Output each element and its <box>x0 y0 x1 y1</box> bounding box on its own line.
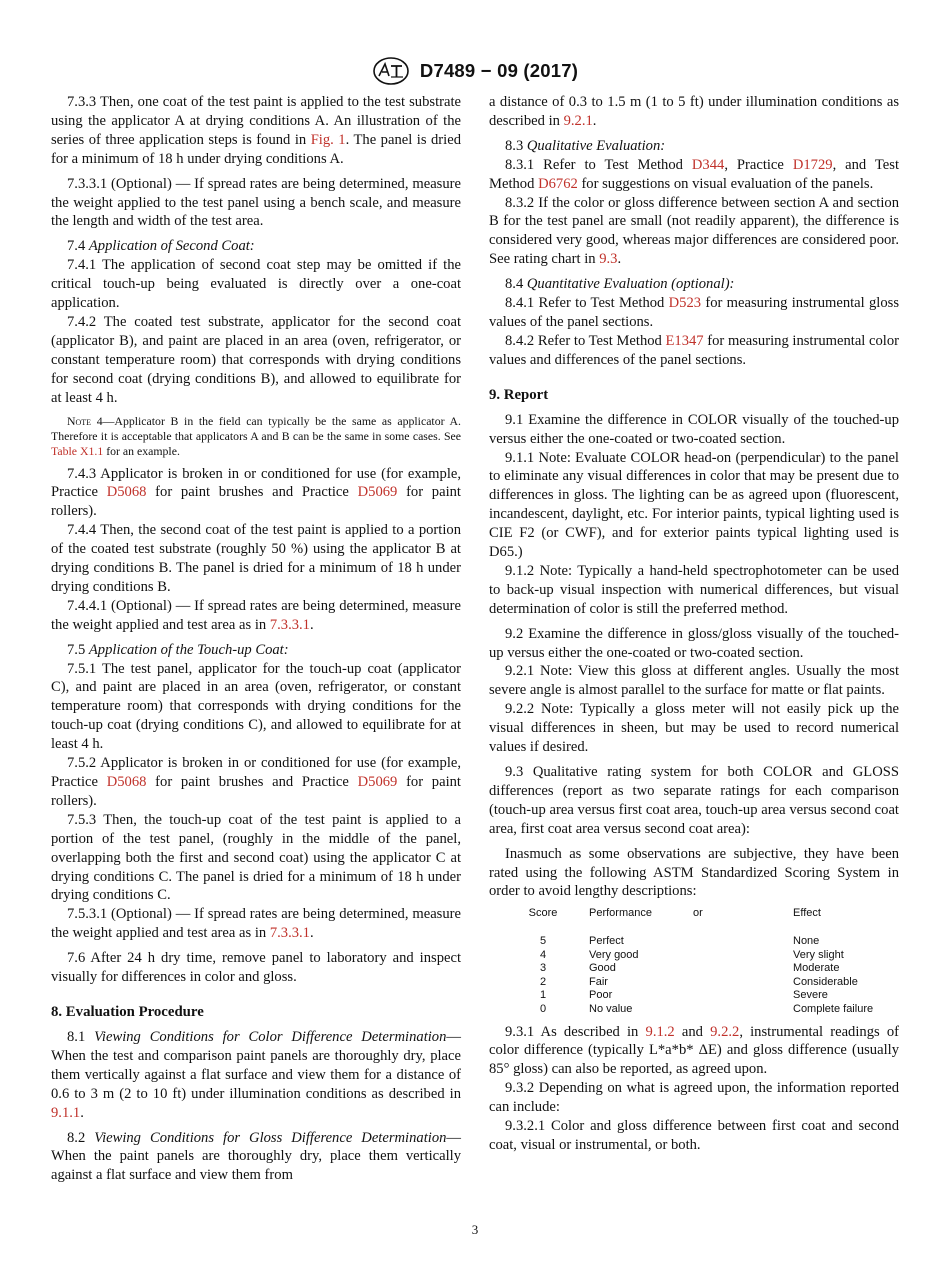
para-7-4: 7.4 Application of Second Coat: <box>67 238 255 255</box>
page-number: 3 <box>471 1222 479 1237</box>
link-9-1-2[interactable]: 9.1.2 <box>645 1023 675 1040</box>
para-7-5-3-1: 7.5.3.1 (Optional) — If spread rates are being determined, measure the weight applied and test area as in 7.3.3.1. <box>51 906 461 942</box>
astm-logo-icon <box>372 56 410 86</box>
para-9-3-inasmuch: Inasmuch as some observations are subjective, they have been rated using the following ASTM Standardized Scoring System in order to avoid lengthy descriptions: <box>489 845 899 900</box>
section-heading-9: 9. Report <box>489 386 549 403</box>
link-d5069[interactable]: D5069 <box>357 774 398 790</box>
link-7-3-3-1[interactable]: 7.3.3.1 <box>269 616 310 633</box>
table-row: 5 Perfect None <box>539 934 820 947</box>
header-or: or <box>693 907 703 920</box>
table-row: 4 Very good Very slight <box>539 948 844 961</box>
para-9-3-1: 9.3.1 As described in 9.1.2 and 9.2.2, instrumental readings of color difference (typically L*a*b* ΔE) and gloss difference (usually 85° gloss) can also be reported, as agreed upon. <box>489 1023 899 1078</box>
para-9-2: 9.2 Examine the difference in gloss/gloss visually of the touched-up versus either the one-coated or two-coated section. <box>489 625 899 661</box>
table-row: 3 Good Moderate <box>539 962 840 975</box>
para-9-1-2: 9.1.2 Note: Typically a hand-held spectrophotometer can be used to back-up visual inspection with numerical differences, but visual determination of color is still the preferred method. <box>489 562 899 617</box>
para-8-3-2: 8.3.2 If the color or gloss difference between section A and section B for the test panel are small (not readily apparent), the difference is considered very good, whereas major differences are considered poor. See rating chart in 9.3. <box>489 194 899 268</box>
para-9-3-2-1: 9.3.2.1 Color and gloss difference between first coat and second coat, visual or instrumental, or both. <box>489 1118 899 1153</box>
link-d1729[interactable]: D1729 <box>792 156 833 173</box>
para-7-6: 7.6 After 24 h dry time, remove panel to laboratory and inspect visually for differences in color and gloss. <box>51 950 461 986</box>
link-e1347[interactable]: E1347 <box>665 332 704 349</box>
para-8-2: 8.2 Viewing Conditions for Gloss Difference Determination—When the paint panels are thoroughly dry, place them vertically against a flat surface and view them from <box>51 1129 462 1184</box>
para-7-5: 7.5 Application of the Touch-up Coat: <box>67 641 289 658</box>
para-7-4-3: 7.4.3 Applicator is broken in or conditioned for use (for example, Practice D5068 for paint brushes and Practice D5069 for paint rollers). <box>51 465 461 520</box>
link-9-3[interactable]: 9.3 <box>599 251 618 268</box>
link-fig-1[interactable]: Fig. 1 <box>310 131 346 148</box>
link-d6762[interactable]: D6762 <box>538 175 578 192</box>
header-score: Score <box>528 907 558 920</box>
para-7-3-3-1: 7.3.3.1 (Optional) — If spread rates are being determined, measure the weight applied to the test panel using a bench scale, and measure the length and width of the test area. <box>51 175 461 230</box>
para-7-4-2: 7.4.2 The coated test substrate, applicator for the second coat (applicator B), and paint are placed in an area (oven, refrigerator, or constant temperature room) that corresponds with drying conditions for second coat (drying conditions B), and allowed to equilibrate for at least 4 h. <box>51 313 461 406</box>
para-9-2-1: 9.2.1 Note: View this gloss at different angles. Usually the most severe angle is almost parallel to the surface for matte or flat paints. <box>489 663 899 699</box>
para-7-5-1: 7.5.1 The test panel, applicator for the touch-up coat (applicator C), and paint are placed in an area (oven, refrigerator, or constant temperature room) that corresponds with drying conditions for the touch-up coat (drying conditions C), and allowed to equilibrate for at least 4 h. <box>51 660 461 753</box>
para-8-3: 8.3 Qualitative Evaluation: <box>505 137 666 154</box>
link-9-2-1[interactable]: 9.2.1 <box>563 112 593 129</box>
link-d5069[interactable]: D5069 <box>357 484 398 501</box>
link-d344[interactable]: D344 <box>691 156 725 173</box>
header-effect: Effect <box>793 907 821 920</box>
page-header <box>0 56 950 86</box>
para-9-1: 9.1 Examine the difference in COLOR visually of the touched-up versus either the one-coated or two-coated section. <box>489 411 899 447</box>
scoring-table-header <box>515 907 885 935</box>
para-8-3-1: 8.3.1 Refer to Test Method D344, Practice D1729, and Test Method D6762 for suggestions on visual evaluation of the panels. <box>489 156 899 192</box>
para-8-4-1: 8.4.1 Refer to Test Method D523 for measuring instrumental gloss values of the panel sections. <box>489 295 899 330</box>
document-designation: D7489 − 09 (2017) <box>419 60 579 81</box>
right-column <box>489 93 899 1155</box>
table-row: 0 No value Complete failure <box>539 1002 874 1015</box>
header-performance: Performance <box>589 907 652 920</box>
para-7-3-3: 7.3.3 Then, one coat of the test paint is applied to the test substrate using the applicator A at drying conditions A. An illustration of the series of three application steps is found in Fig. 1. The panel is dried for a minimum of 18 h under drying conditions A. <box>51 94 461 167</box>
link-d523[interactable]: D523 <box>668 295 702 312</box>
link-table-x1-1[interactable]: Table X1.1 <box>51 443 104 458</box>
para-7-4-4-1: 7.4.4.1 (Optional) — If spread rates are being determined, measure the weight applied and test area as in 7.3.3.1. <box>51 597 461 633</box>
para-8-1: 8.1 Viewing Conditions for Color Difference Determination—When the test and comparison paint panels are thoroughly dry, place them vertically against a flat surface and view them for a distance of 0.6 to 3 m (2 to 10 ft) under illumination conditions as described in 9.1.1. <box>51 1028 461 1121</box>
para-7-5-3: 7.5.3 Then, the touch-up coat of the test paint is applied to a portion of the test panel, (roughly in the middle of the panel, overlapping both the first and second coat) using the applicator C at drying conditions C. The panel is dried for a minimum of 18 h under drying conditions C. <box>51 811 461 904</box>
scoring-table <box>515 907 885 1016</box>
para-7-5-2: 7.5.2 Applicator is broken in or conditioned for use (for example, Practice D5068 for paint brushes and Practice D5069 for paint rollers). <box>51 755 461 809</box>
para-7-4-1: 7.4.1 The application of second coat step may be omitted if the critical touch-up being evaluated is directly over a one-coat application. <box>51 257 461 312</box>
link-9-1-1[interactable]: 9.1.1 <box>51 1104 81 1121</box>
link-d5068[interactable]: D5068 <box>106 484 147 501</box>
para-7-4-4: 7.4.4 Then, the second coat of the test paint is applied to a portion of the coated test substrate (roughly 50 %) using the applicator B at drying conditions B. The panel is dried for a minimum of 18 h under drying conditions B. <box>51 522 461 595</box>
para-8-2-continued: a distance of 0.3 to 1.5 m (1 to 5 ft) under illumination conditions as described in 9.2.1. <box>489 94 899 129</box>
link-7-3-3-1[interactable]: 7.3.3.1 <box>269 925 310 942</box>
section-heading-8: 8. Evaluation Procedure <box>51 1003 204 1020</box>
para-9-3-2: 9.3.2 Depending on what is agreed upon, the information reported can include: <box>489 1080 899 1116</box>
para-8-4-2: 8.4.2 Refer to Test Method E1347 for measuring instrumental color values and differences of the panel sections. <box>489 332 899 368</box>
para-8-4: 8.4 Quantitative Evaluation (optional): <box>505 276 735 293</box>
link-9-2-2[interactable]: 9.2.2 <box>710 1023 740 1040</box>
para-9-1-1: 9.1.1 Note: Evaluate COLOR head-on (perpendicular) to the panel to eliminate any visual differences in color that may be present due to differences in gloss. The lighting can be as agreed upon (fluorescent, incandescent, daylight, etc. For interior paints, typical lighting used is CIE F2 (or CWF), and for exterior paints typical lighting used is D65.) <box>489 449 899 561</box>
left-column <box>51 93 461 1191</box>
table-row: 1 Poor Severe <box>539 989 828 1002</box>
para-9-3: 9.3 Qualitative rating system for both COLOR and GLOSS differences (report as two separate ratings for each comparison (touch-up area versus first coat area, touch-up area versus second coat area, first coat area versus second coat area): <box>489 764 899 837</box>
note-4: Note 4—Applicator B in the field can typically be the same as applicator A. Therefore it is acceptable that applicators A and B can be the same in some cases. See Table X1.1 for an example. <box>51 413 462 458</box>
link-d5068[interactable]: D5068 <box>106 774 147 790</box>
para-9-2-2: 9.2.2 Note: Typically a gloss meter will not easily pick up the visual differences in sheen, but may be used to record numerical values if desired. <box>489 701 899 756</box>
table-row: 2 Fair Considerable <box>539 975 858 988</box>
